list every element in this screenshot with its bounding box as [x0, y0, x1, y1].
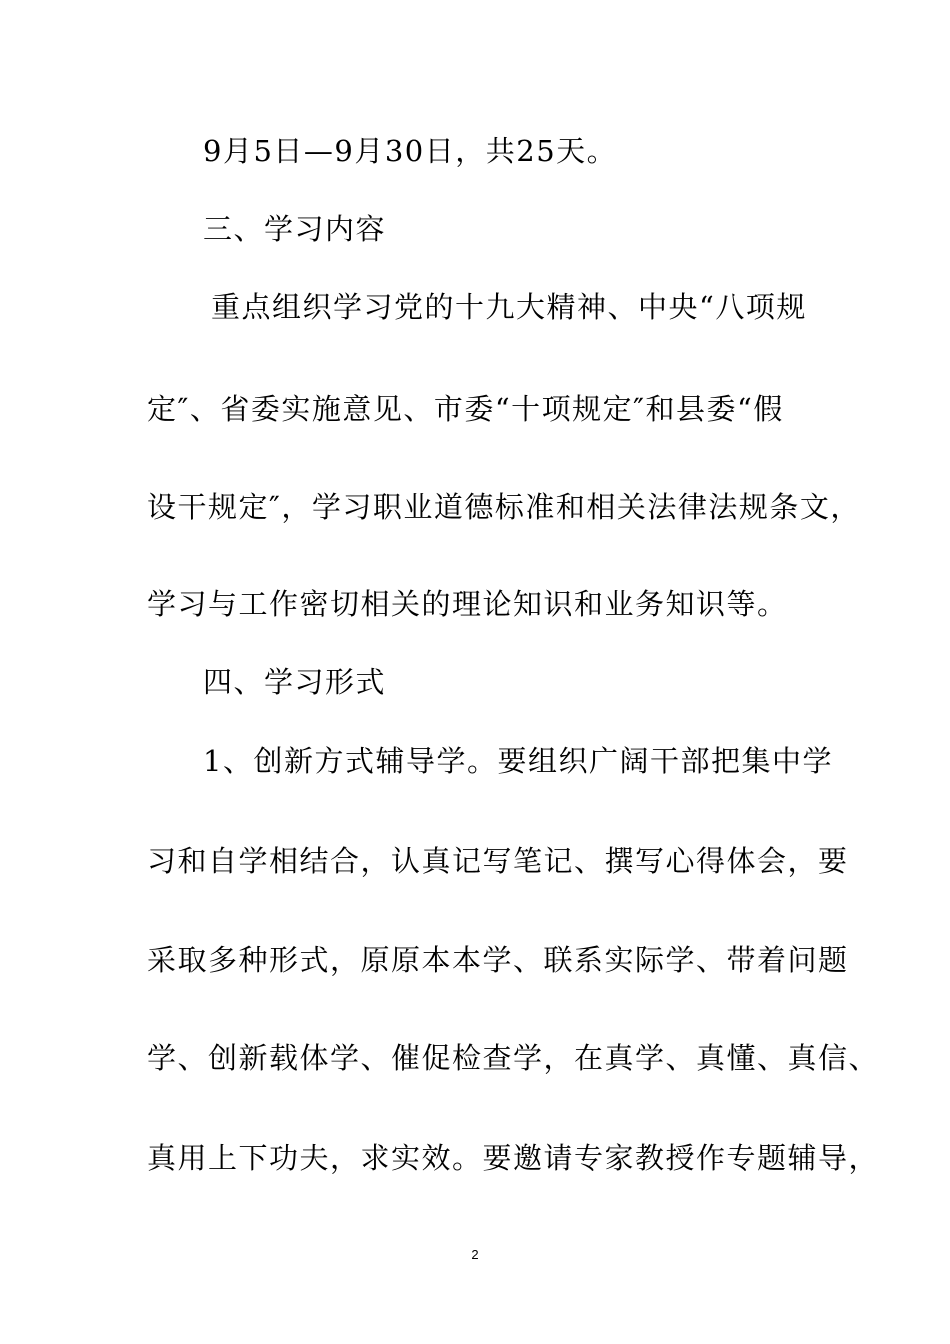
paragraph-line: 真用上下功夫，求实效。要邀请专家教授作专题辅导，: [147, 1141, 880, 1175]
paragraph-line: 重点组织学习党的十九大精神、中央“八项规: [211, 290, 807, 324]
paragraph-line: 1、创新方式辅导学。要组织广阔干部把集中学: [203, 744, 833, 778]
page-number: 2: [471, 1247, 479, 1262]
paragraph-line: 习和自学相结合，认真记写笔记、撰写心得体会，要: [147, 844, 849, 878]
paragraph-line: 采取多种形式，原原本本学、联系实际学、带着问题: [147, 943, 849, 977]
paragraph-line: 定″、省委实施意见、市委“十项规定″和县委“假: [147, 392, 784, 426]
section-heading-study-content: 三、学习内容: [203, 212, 387, 246]
paragraph-line: 设干规定″，学习职业道德标准和相关法律法规条文，: [147, 490, 861, 524]
section-heading-study-format: 四、学习形式: [203, 665, 387, 699]
schedule-dates-line: 9月5日—9月30日，共25天。: [203, 134, 618, 168]
paragraph-line: 学、创新载体学、催促检查学，在真学、真懂、真信、: [147, 1041, 880, 1075]
paragraph-line: 学习与工作密切相关的理论知识和业务知识等。: [147, 587, 788, 621]
